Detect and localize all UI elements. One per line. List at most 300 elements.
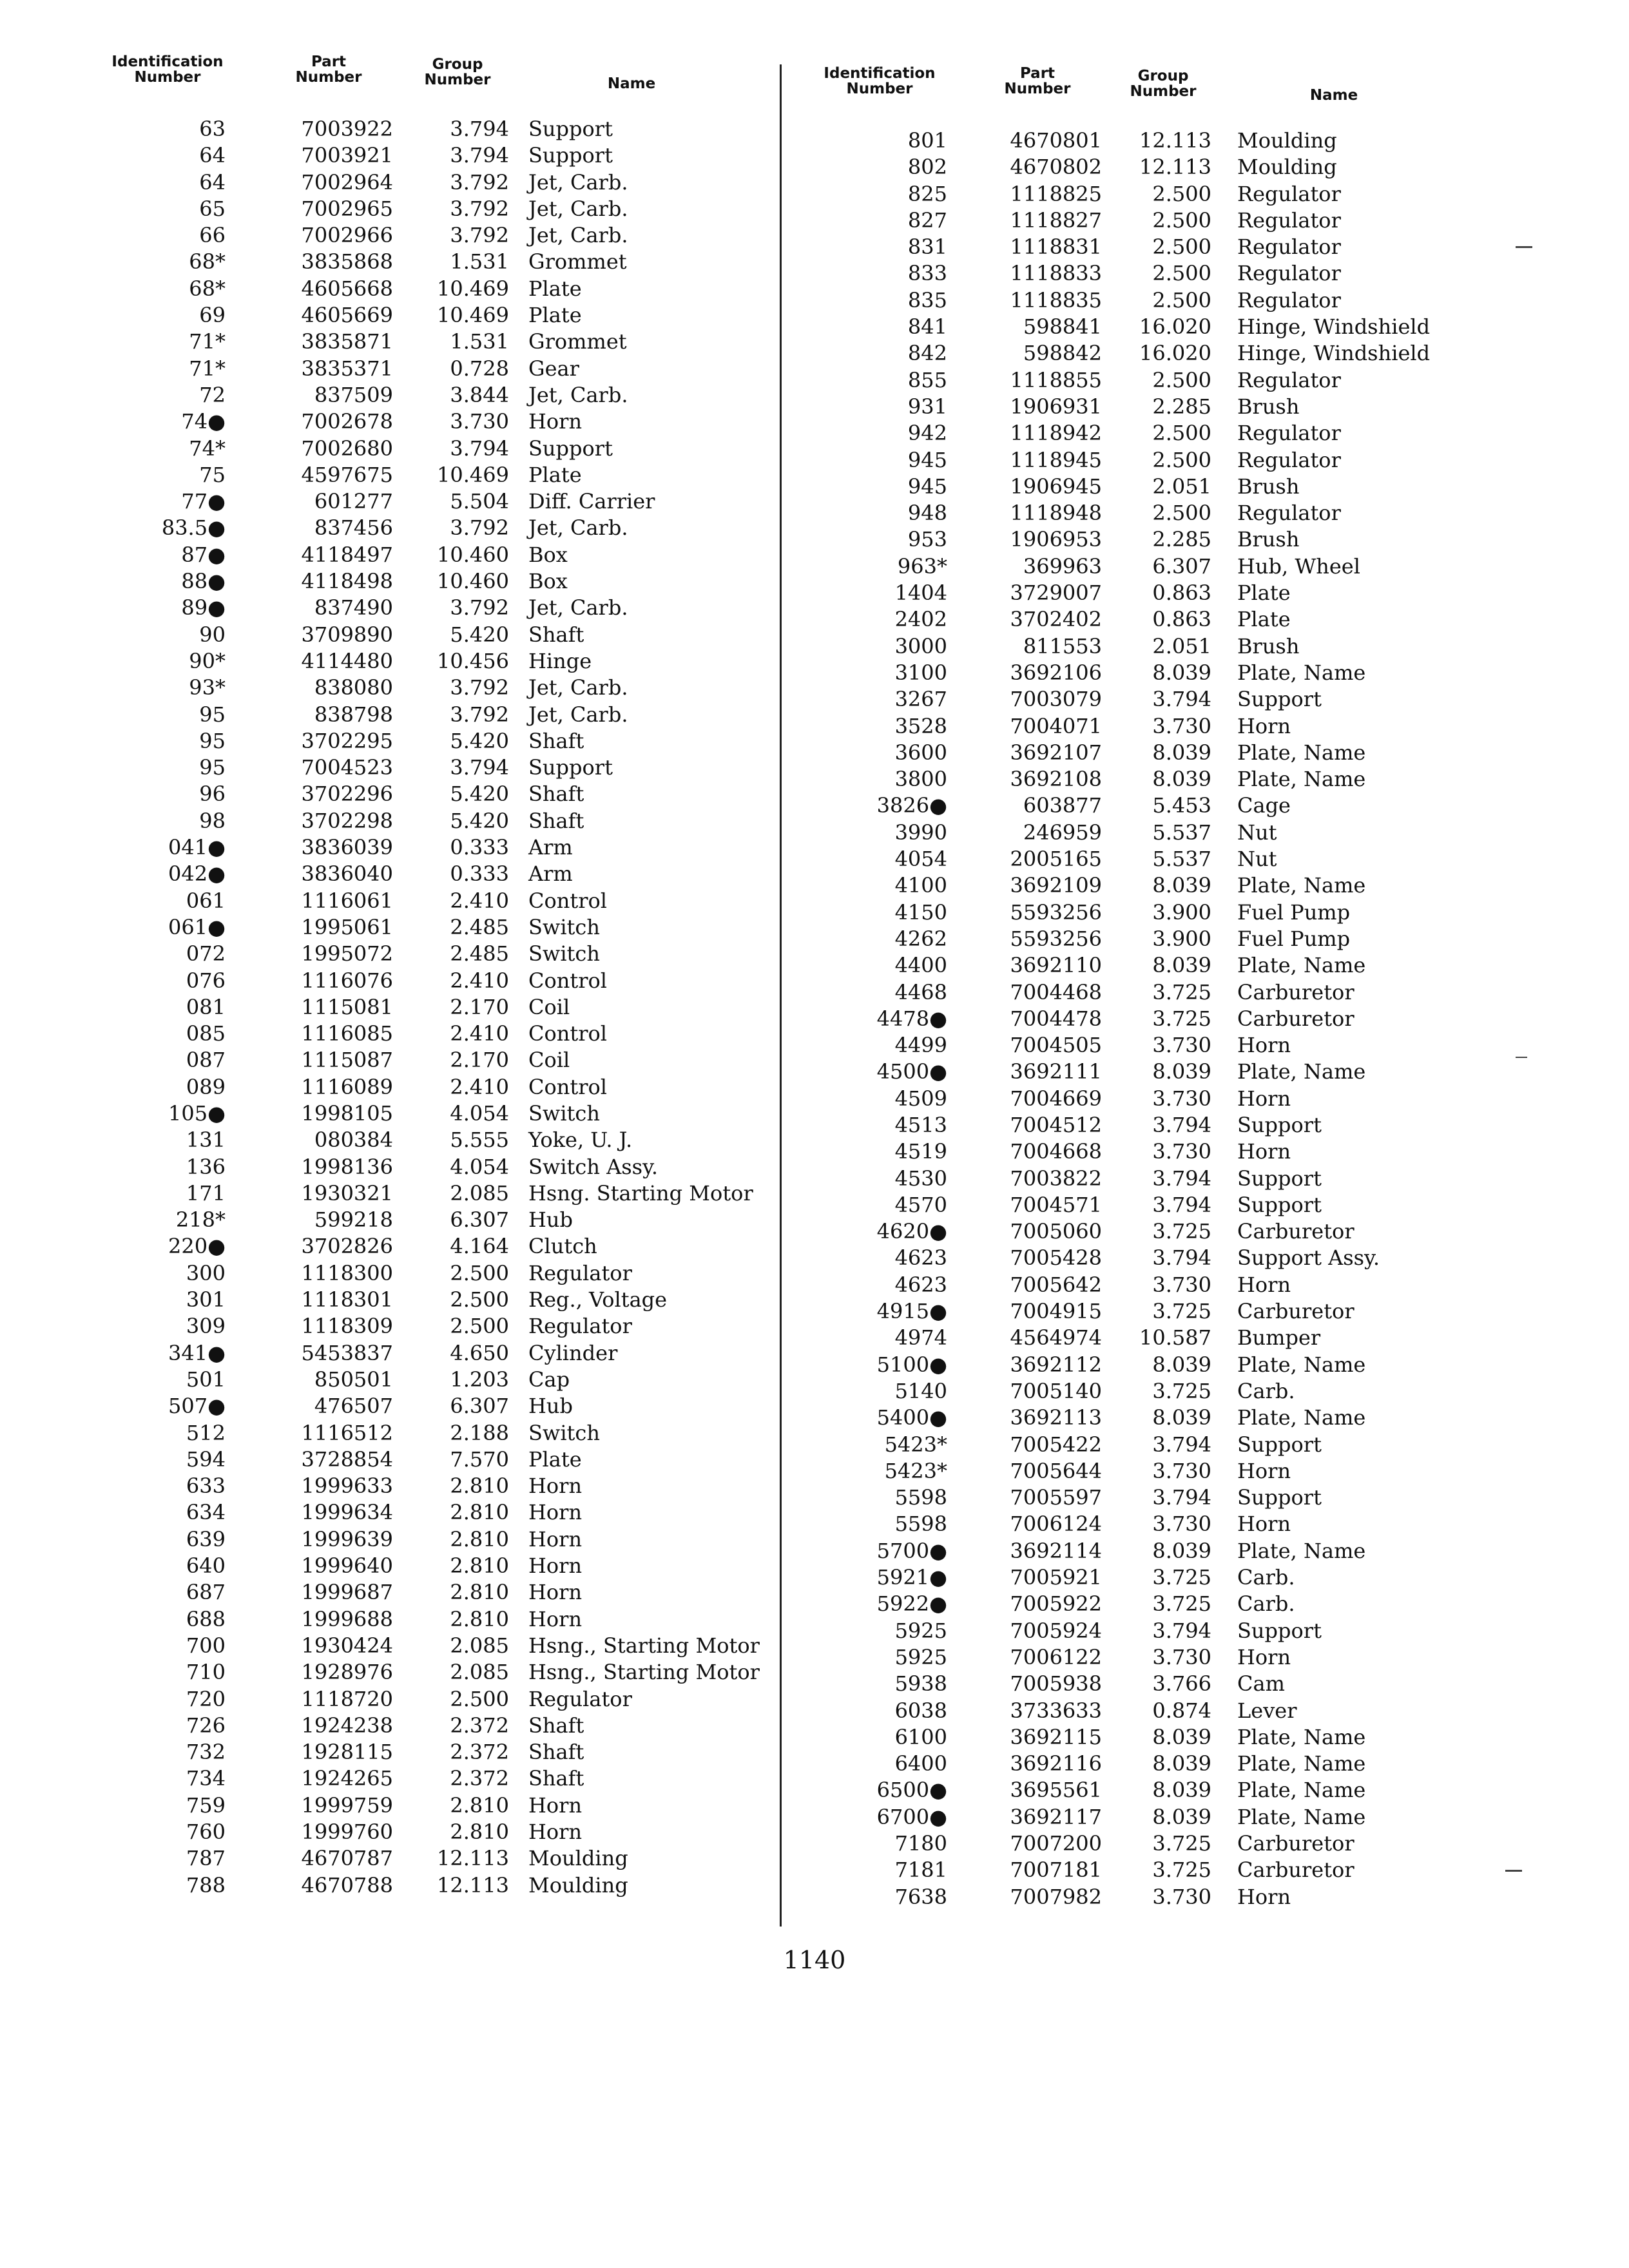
table-row [103,302,767,329]
table-row [103,914,767,941]
part-number: 4670787 [301,1846,393,1871]
identification-number: 734 [186,1766,226,1791]
table-row [103,728,767,754]
part-number: 3692109 [1010,873,1102,898]
group-number: 8.039 [1152,1751,1211,1776]
part-number: 7007200 [1010,1831,1102,1856]
part-name: Yoke, U. J. [528,1128,633,1153]
table-row [805,1564,1476,1591]
part-name: Support Assy. [1237,1245,1380,1271]
identification-number: 726 [186,1713,226,1738]
part-number: 3692114 [1010,1538,1102,1563]
identification-number: 802 [907,155,947,180]
group-number: 8.039 [1152,660,1211,685]
part-name: Horn [528,1500,583,1525]
part-name: Plate, Name [1237,660,1366,685]
part-name: Plate, Name [1237,953,1366,978]
group-number: 2.410 [450,1021,509,1046]
part-number: 7004523 [301,755,393,780]
group-number: 3.794 [450,117,509,141]
identification-number: 7181 [894,1858,947,1883]
part-name: Regulator [528,1686,632,1711]
part-name: Jet, Carb. [528,382,628,407]
group-number: 2.410 [450,968,509,993]
part-name: Lever [1237,1698,1297,1723]
table-row [805,128,1476,154]
group-number: 3.794 [450,755,509,780]
part-name: Clutch [528,1234,597,1259]
part-number: 838798 [314,702,393,727]
part-name: Shaft [528,728,584,753]
identification-number: 3600 [894,740,947,765]
part-number: 5593256 [1010,926,1102,951]
part-name: Grommet [528,329,627,354]
part-number: 3702402 [1010,607,1102,632]
part-name: Jet, Carb. [528,196,628,221]
group-number: 3.725 [1152,1591,1211,1617]
group-number: 2.500 [450,1287,509,1312]
part-number: 1924265 [301,1766,393,1791]
group-number: 5.420 [450,728,509,753]
identification-number: 842 [907,341,947,366]
group-number: 3.725 [1152,1831,1211,1856]
identification-number: 6100 [894,1724,947,1749]
part-name: Control [528,968,608,993]
group-number: 3.794 [1152,1432,1211,1457]
part-number: 4605668 [301,276,393,301]
identification-number: 787 [186,1846,226,1871]
table-row [103,169,767,196]
group-number: 3.794 [1152,1192,1211,1217]
identification-number: 087 [186,1048,226,1073]
group-number: 3.794 [1152,1112,1211,1137]
part-number: 1118948 [1010,501,1102,526]
table-row [805,1644,1476,1671]
identification-number: 220● [168,1234,226,1259]
part-name: Jet, Carb. [528,169,628,195]
part-name: Diff. Carrier [528,489,655,514]
table-row [805,1218,1476,1245]
part-name: Reg., Voltage [528,1287,668,1312]
group-number: 4.054 [450,1154,509,1179]
identification-number: 7638 [894,1884,947,1909]
part-number: 2005165 [1010,847,1102,872]
table-row [805,1671,1476,1697]
part-number: 1118942 [1010,421,1102,446]
table-row [805,1405,1476,1431]
identification-number: 841 [907,314,947,340]
part-name: Switch [528,1420,600,1445]
part-name: Support [528,436,613,461]
part-number: 3692115 [1010,1724,1102,1749]
table-row [805,1059,1476,1085]
group-number: 2.285 [1152,527,1211,552]
identification-number: 963* [897,553,947,579]
part-name: Plate [528,1446,582,1472]
left-column [103,52,767,1899]
part-name: Fuel Pump [1237,926,1351,951]
identification-number: 5100● [876,1352,947,1377]
table-row [103,1686,767,1713]
identification-number: 3826● [876,793,947,818]
table-row [805,1538,1476,1564]
group-number: 8.039 [1152,953,1211,978]
part-number: 3702296 [301,782,393,807]
group-number: 2.810 [450,1580,509,1605]
identification-number: 136 [186,1154,226,1179]
table-row [805,740,1476,766]
table-row [805,207,1476,234]
name-header: Name [607,75,656,92]
table-row [103,622,767,648]
table-row [103,1633,767,1659]
identification-number: 639 [186,1526,226,1552]
table-row [805,1618,1476,1644]
identification-number: 594 [186,1446,226,1472]
group-number: 2.410 [450,1074,509,1099]
part-name: Gear [528,356,579,381]
part-name: Horn [528,1580,583,1605]
group-number: 3.792 [450,515,509,541]
group-number: 8.039 [1152,740,1211,765]
table-row [103,595,767,621]
part-number: 4118497 [301,542,393,567]
identification-number: 87● [181,542,226,567]
table-row [103,861,767,887]
group-number: 3.730 [1152,1139,1211,1164]
part-name: Regulator [1237,235,1341,260]
part-number: 7006124 [1010,1512,1102,1537]
table-row [103,356,767,382]
part-number: 7004071 [1010,713,1102,738]
part-number: 1115081 [301,994,393,1019]
part-name: Plate, Name [1237,1778,1366,1803]
identification-number: 089 [186,1074,226,1099]
part-name: Moulding [528,1846,628,1871]
identification-number: 5140 [894,1378,947,1403]
part-name: Carburetor [1237,1006,1354,1031]
group-number: 2.810 [450,1606,509,1631]
table-row [805,872,1476,899]
group-number: 2.410 [450,888,509,913]
part-name: Shaft [528,622,584,647]
part-name: Hub [528,1394,573,1419]
part-name: Carburetor [1237,1858,1354,1883]
table-row [103,1233,767,1260]
part-number: 3733633 [1010,1698,1102,1723]
group-number: 3.730 [1152,1458,1211,1483]
group-number: 3.766 [1152,1671,1211,1696]
table-row [805,1591,1476,1617]
table-row [805,1086,1476,1112]
identification-number: 3528 [894,713,947,738]
table-row [103,968,767,994]
identification-number: 71* [189,356,226,381]
identification-number: 4623 [894,1272,947,1297]
identification-number: 69 [199,303,226,328]
part-name: Horn [1237,1139,1291,1164]
part-name: Hsng. Starting Motor [528,1180,753,1206]
part-name: Box [528,542,568,567]
part-name: Horn [1237,1272,1291,1297]
table-row [103,1713,767,1739]
group-number: 3.794 [1152,687,1211,712]
identification-number: 90* [189,648,226,673]
table-row [103,1739,767,1765]
table-row [805,154,1476,180]
part-name: Horn [528,1820,583,1844]
group-number: 8.039 [1152,1804,1211,1829]
group-number: 2.500 [1152,207,1211,233]
table-row [103,1100,767,1127]
group-number: 2.810 [450,1820,509,1844]
identification-number: 5922● [876,1591,947,1617]
part-number: 1116061 [301,888,393,913]
group-number: 8.039 [1152,1538,1211,1563]
table-row [103,1340,767,1367]
part-number: 1118835 [1010,287,1102,312]
part-number: 598842 [1023,341,1102,366]
part-number: 1118855 [1010,367,1102,392]
identification-number: 640 [186,1553,226,1579]
part-name: Regulator [1237,447,1341,472]
part-number: 4670788 [301,1872,393,1898]
identification-number: 687 [186,1580,226,1605]
part-name: Plate [1237,581,1291,606]
identification-number: 833 [907,261,947,286]
part-number: 1998105 [301,1100,393,1126]
table-row [805,260,1476,287]
group-number: 3.900 [1152,926,1211,951]
part-number: 7002964 [301,169,393,195]
part-number: 7004668 [1010,1139,1102,1164]
table-row [805,713,1476,740]
identification-number: 75 [199,462,226,487]
identification-number: 072 [186,941,226,966]
group-number: 2.500 [1152,235,1211,260]
identification-number: 5423* [884,1458,947,1483]
part-number: 3836039 [301,835,393,860]
table-row [103,329,767,355]
group-number: 10.460 [437,542,509,567]
table-row [805,899,1476,926]
part-number: 7005644 [1010,1458,1102,1483]
part-number: 850501 [314,1367,393,1392]
table-row [103,276,767,302]
table-row [805,820,1476,846]
column-divider [780,64,782,1927]
group-number: 2.285 [1152,394,1211,419]
part-number: 603877 [1023,793,1102,818]
part-name: Horn [528,1792,583,1818]
group-number: 5.453 [1152,793,1211,818]
table-row [103,542,767,568]
table-row [805,1724,1476,1751]
group-number: 3.792 [450,223,509,248]
part-name: Regulator [1237,261,1341,286]
part-number: 1999633 [301,1474,393,1499]
group-number: 12.113 [437,1846,509,1871]
part-name: Support [528,755,613,780]
part-number: 7004512 [1010,1112,1102,1137]
part-number: 7005938 [1010,1671,1102,1696]
part-number: 7003922 [301,117,393,141]
scan-mark [1505,1870,1522,1872]
part-number: 7005060 [1010,1219,1102,1244]
identification-number: 076 [186,968,226,993]
group-number: 3.730 [1152,1512,1211,1537]
part-name: Switch [528,941,600,966]
identification-number: 6400 [894,1751,947,1776]
identification-number: 309 [186,1314,226,1339]
part-name: Regulator [528,1260,632,1285]
identification-number: 74● [181,409,226,434]
identification-number: 3000 [894,633,947,658]
group-number: 8.039 [1152,1405,1211,1430]
identification-number: 942 [907,421,947,446]
part-number: 5593256 [1010,899,1102,925]
part-name: Switch Assy. [528,1154,659,1179]
identification-number: 3267 [894,687,947,712]
part-number: 1999640 [301,1553,393,1579]
part-name: Support [1237,1192,1322,1217]
part-name: Brush [1237,474,1300,499]
part-number: 3836040 [301,861,393,887]
identification-number: 4500● [876,1059,947,1084]
table-row [805,1352,1476,1378]
identification-number: 945 [907,447,947,472]
part-number: 7003822 [1010,1166,1102,1191]
table-row [805,553,1476,580]
part-name: Regulator [1237,501,1341,526]
identification-number: 831 [907,235,947,260]
table-row [103,1180,767,1207]
group-number: 2.485 [450,941,509,966]
part-name: Regulator [1237,207,1341,233]
part-number: 1995072 [301,941,393,966]
part-number: 3835868 [301,249,393,274]
part-number: 3692112 [1010,1352,1102,1377]
scan-mark [1516,246,1532,248]
group-number: 10.469 [437,276,509,301]
identification-number: 5938 [894,1671,947,1696]
table-row [103,249,767,275]
part-number: 5453837 [301,1340,393,1365]
group-number: 2.051 [1152,633,1211,658]
identification-number: 760 [186,1820,226,1844]
part-number: 599218 [314,1207,393,1233]
part-number: 7007982 [1010,1884,1102,1909]
part-number: 080384 [314,1128,393,1153]
group-number: 12.113 [1139,128,1211,153]
part-name: Plate, Name [1237,873,1366,898]
table-row [103,648,767,675]
part-number: 3728854 [301,1446,393,1472]
table-row [805,979,1476,1006]
group-number: 1.531 [450,249,509,274]
part-name: Cam [1237,1671,1285,1696]
table-row [805,474,1476,500]
table-row [103,515,767,541]
group-number: 4.054 [450,1100,509,1126]
table-row [805,1192,1476,1218]
part-number: 4670802 [1010,155,1102,180]
group-number: 5.537 [1152,847,1211,872]
part-name: Hsng., Starting Motor [528,1660,760,1685]
table-row [103,1872,767,1899]
group-number: 2.085 [450,1180,509,1206]
table-row [805,1432,1476,1458]
table-row [805,1166,1476,1192]
part-name: Coil [528,994,570,1019]
part-name: Switch [528,1100,600,1126]
group-number: 0.333 [450,861,509,887]
identification-number: 501 [186,1367,226,1392]
identification-number: 4570 [894,1192,947,1217]
part-name: Carb. [1237,1378,1295,1403]
group-number: 3.730 [1152,1086,1211,1111]
identification-number: 7180 [894,1831,947,1856]
table-row [805,1325,1476,1351]
table-row [103,1659,767,1686]
part-name: Horn [528,1553,583,1579]
part-number: 7002680 [301,436,393,461]
identification-number: 74* [189,436,226,461]
table-row [805,952,1476,979]
identification-number: 68* [189,249,226,274]
part-name: Horn [528,1526,583,1552]
group-number: 2.500 [1152,287,1211,312]
group-number-header: Group Number [1130,68,1197,100]
group-number: 8.039 [1152,1352,1211,1377]
table-row [103,1154,767,1180]
identification-number: 171 [186,1180,226,1206]
identification-number: 105● [168,1100,226,1126]
group-number: 3.794 [450,436,509,461]
part-number: 1116512 [301,1420,393,1445]
group-number: 3.794 [1152,1485,1211,1510]
part-number: 598841 [1023,314,1102,340]
group-number: 1.203 [450,1367,509,1392]
group-number: 2.500 [1152,421,1211,446]
table-row [805,1511,1476,1537]
table-row [805,686,1476,713]
group-number: 0.728 [450,356,509,381]
part-number: 1118831 [1010,235,1102,260]
part-name: Horn [528,1474,583,1499]
part-number: 1118825 [1010,181,1102,206]
part-name: Carburetor [1237,979,1354,1004]
right-column-header [805,52,1476,116]
group-number: 2.485 [450,914,509,939]
part-number: 7004478 [1010,1006,1102,1031]
part-number: 1118301 [301,1287,393,1312]
group-number: 3.792 [450,702,509,727]
part-name: Regulator [1237,421,1341,446]
identification-number: 4100 [894,873,947,898]
part-name: Shaft [528,1766,584,1791]
group-number: 2.810 [450,1500,509,1525]
part-number: 3835371 [301,356,393,381]
part-name: Moulding [1237,128,1337,153]
table-row [805,1032,1476,1059]
group-number: 3.725 [1152,979,1211,1004]
part-number: 3692111 [1010,1059,1102,1084]
identification-number: 4478● [876,1006,947,1031]
table-row [805,420,1476,447]
part-name: Plate, Name [1237,1724,1366,1749]
part-number: 246959 [1023,820,1102,845]
